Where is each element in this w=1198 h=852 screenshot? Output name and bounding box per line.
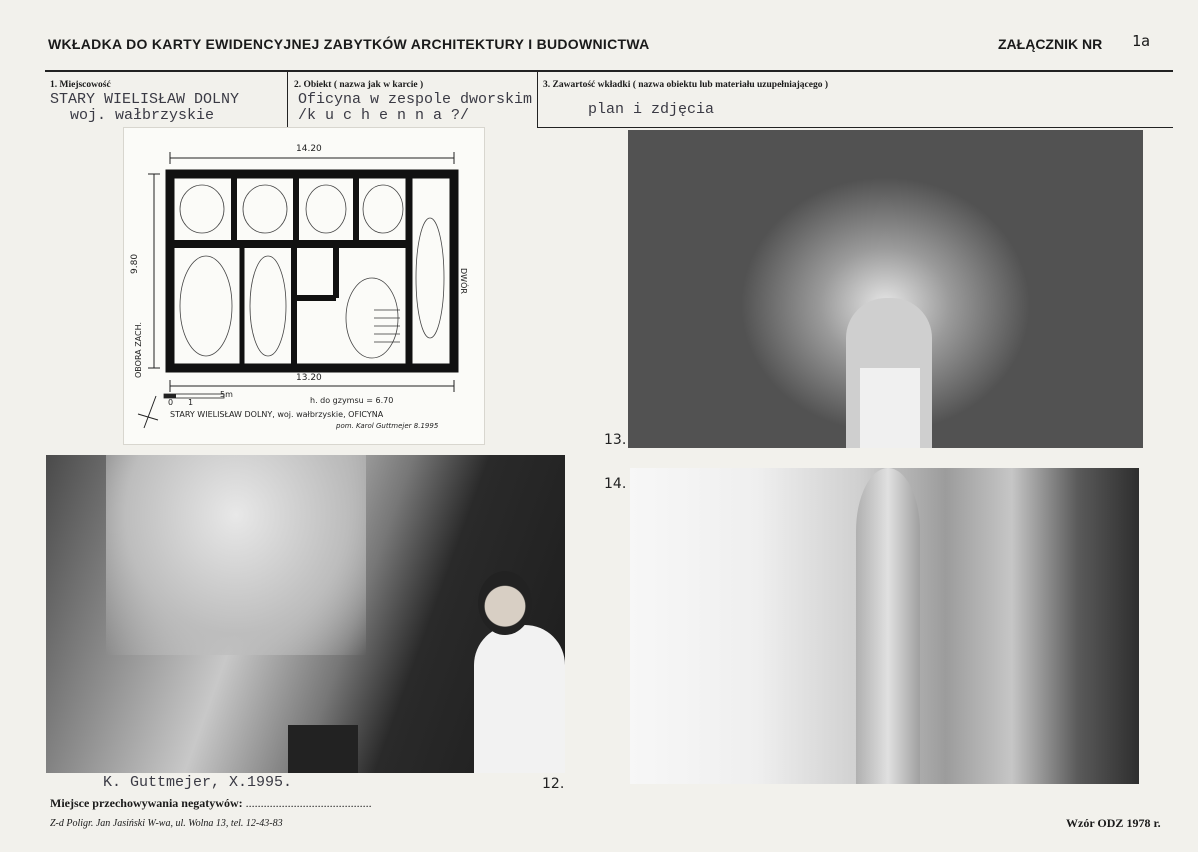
field-divider-1 (287, 72, 288, 128)
form-title: WKŁADKA DO KARTY EWIDENCYJNEJ ZABYTKÓW ARCHITEKTURY I BUDOWNICTWA (48, 36, 650, 52)
plan-label-left: OBORA ZACH. (134, 321, 143, 378)
photo-14-number: 14. (604, 476, 627, 492)
plan-dimension-top: 14.20 (296, 144, 322, 154)
attachment-number: 1a (1132, 32, 1151, 50)
floor-plan-drawing (124, 128, 484, 444)
negatives-label-text: Miejsce przechowywania negatywów: (50, 796, 243, 810)
printer-info: Z-d Poligr. Jan Jasiński W-wa, ul. Wolna 13, tel. 12-43-83 (50, 818, 283, 829)
floor-plan-card (124, 128, 484, 444)
field-bottom-rule (538, 127, 1173, 128)
plan-scale-5: 5m (220, 390, 233, 399)
plan-scale-0: 0 (168, 398, 174, 407)
plan-label-right: DWÓR (459, 268, 468, 294)
photo-12-number: 12. (542, 776, 565, 792)
photo-12 (46, 455, 565, 773)
locality-value-line2: woj. wałbrzyskie (70, 107, 215, 124)
plan-scale-1: 1 (188, 398, 194, 407)
locality-value-line1: STARY WIELISŁAW DOLNY (50, 91, 240, 108)
photo-14 (630, 468, 1139, 784)
field-divider-2 (537, 72, 538, 128)
negatives-label (50, 796, 372, 811)
object-value-line1: Oficyna w zespole dworskim (298, 91, 533, 108)
object-label: 2. Obiekt ( nazwa jak w karcie ) (294, 80, 424, 90)
form-reference: Wzór ODZ 1978 r. (1066, 816, 1161, 830)
attachment-label: ZAŁĄCZNIK NR (998, 36, 1103, 52)
contents-label: 3. Zawartość wkładki ( nazwa obiektu lub materiału uzupełniającego ) (543, 80, 829, 90)
contents-value: plan i zdjęcia (588, 101, 715, 118)
plan-caption: STARY WIELISŁAW DOLNY, woj. wałbrzyskie, OFICYNA (170, 410, 384, 419)
author-date: K. Guttmejer, X.1995. (103, 774, 293, 791)
locality-label: 1. Miejscowość (50, 80, 111, 90)
plan-dimension-side: 9.80 (130, 253, 140, 274)
plan-cornice-height: h. do gzymsu = 6.70 (310, 396, 394, 405)
plan-dimension-bottom: 13.20 (296, 373, 322, 383)
plan-measured-by: pom. Karol Guttmejer 8.1995 (336, 422, 439, 430)
photo-13-number: 13. (604, 432, 627, 448)
negatives-value: .......................................... (245, 796, 372, 810)
object-value-line2: /k u c h e n n a ?/ (298, 107, 470, 124)
top-rule (45, 70, 1173, 72)
photo-13 (628, 130, 1143, 448)
